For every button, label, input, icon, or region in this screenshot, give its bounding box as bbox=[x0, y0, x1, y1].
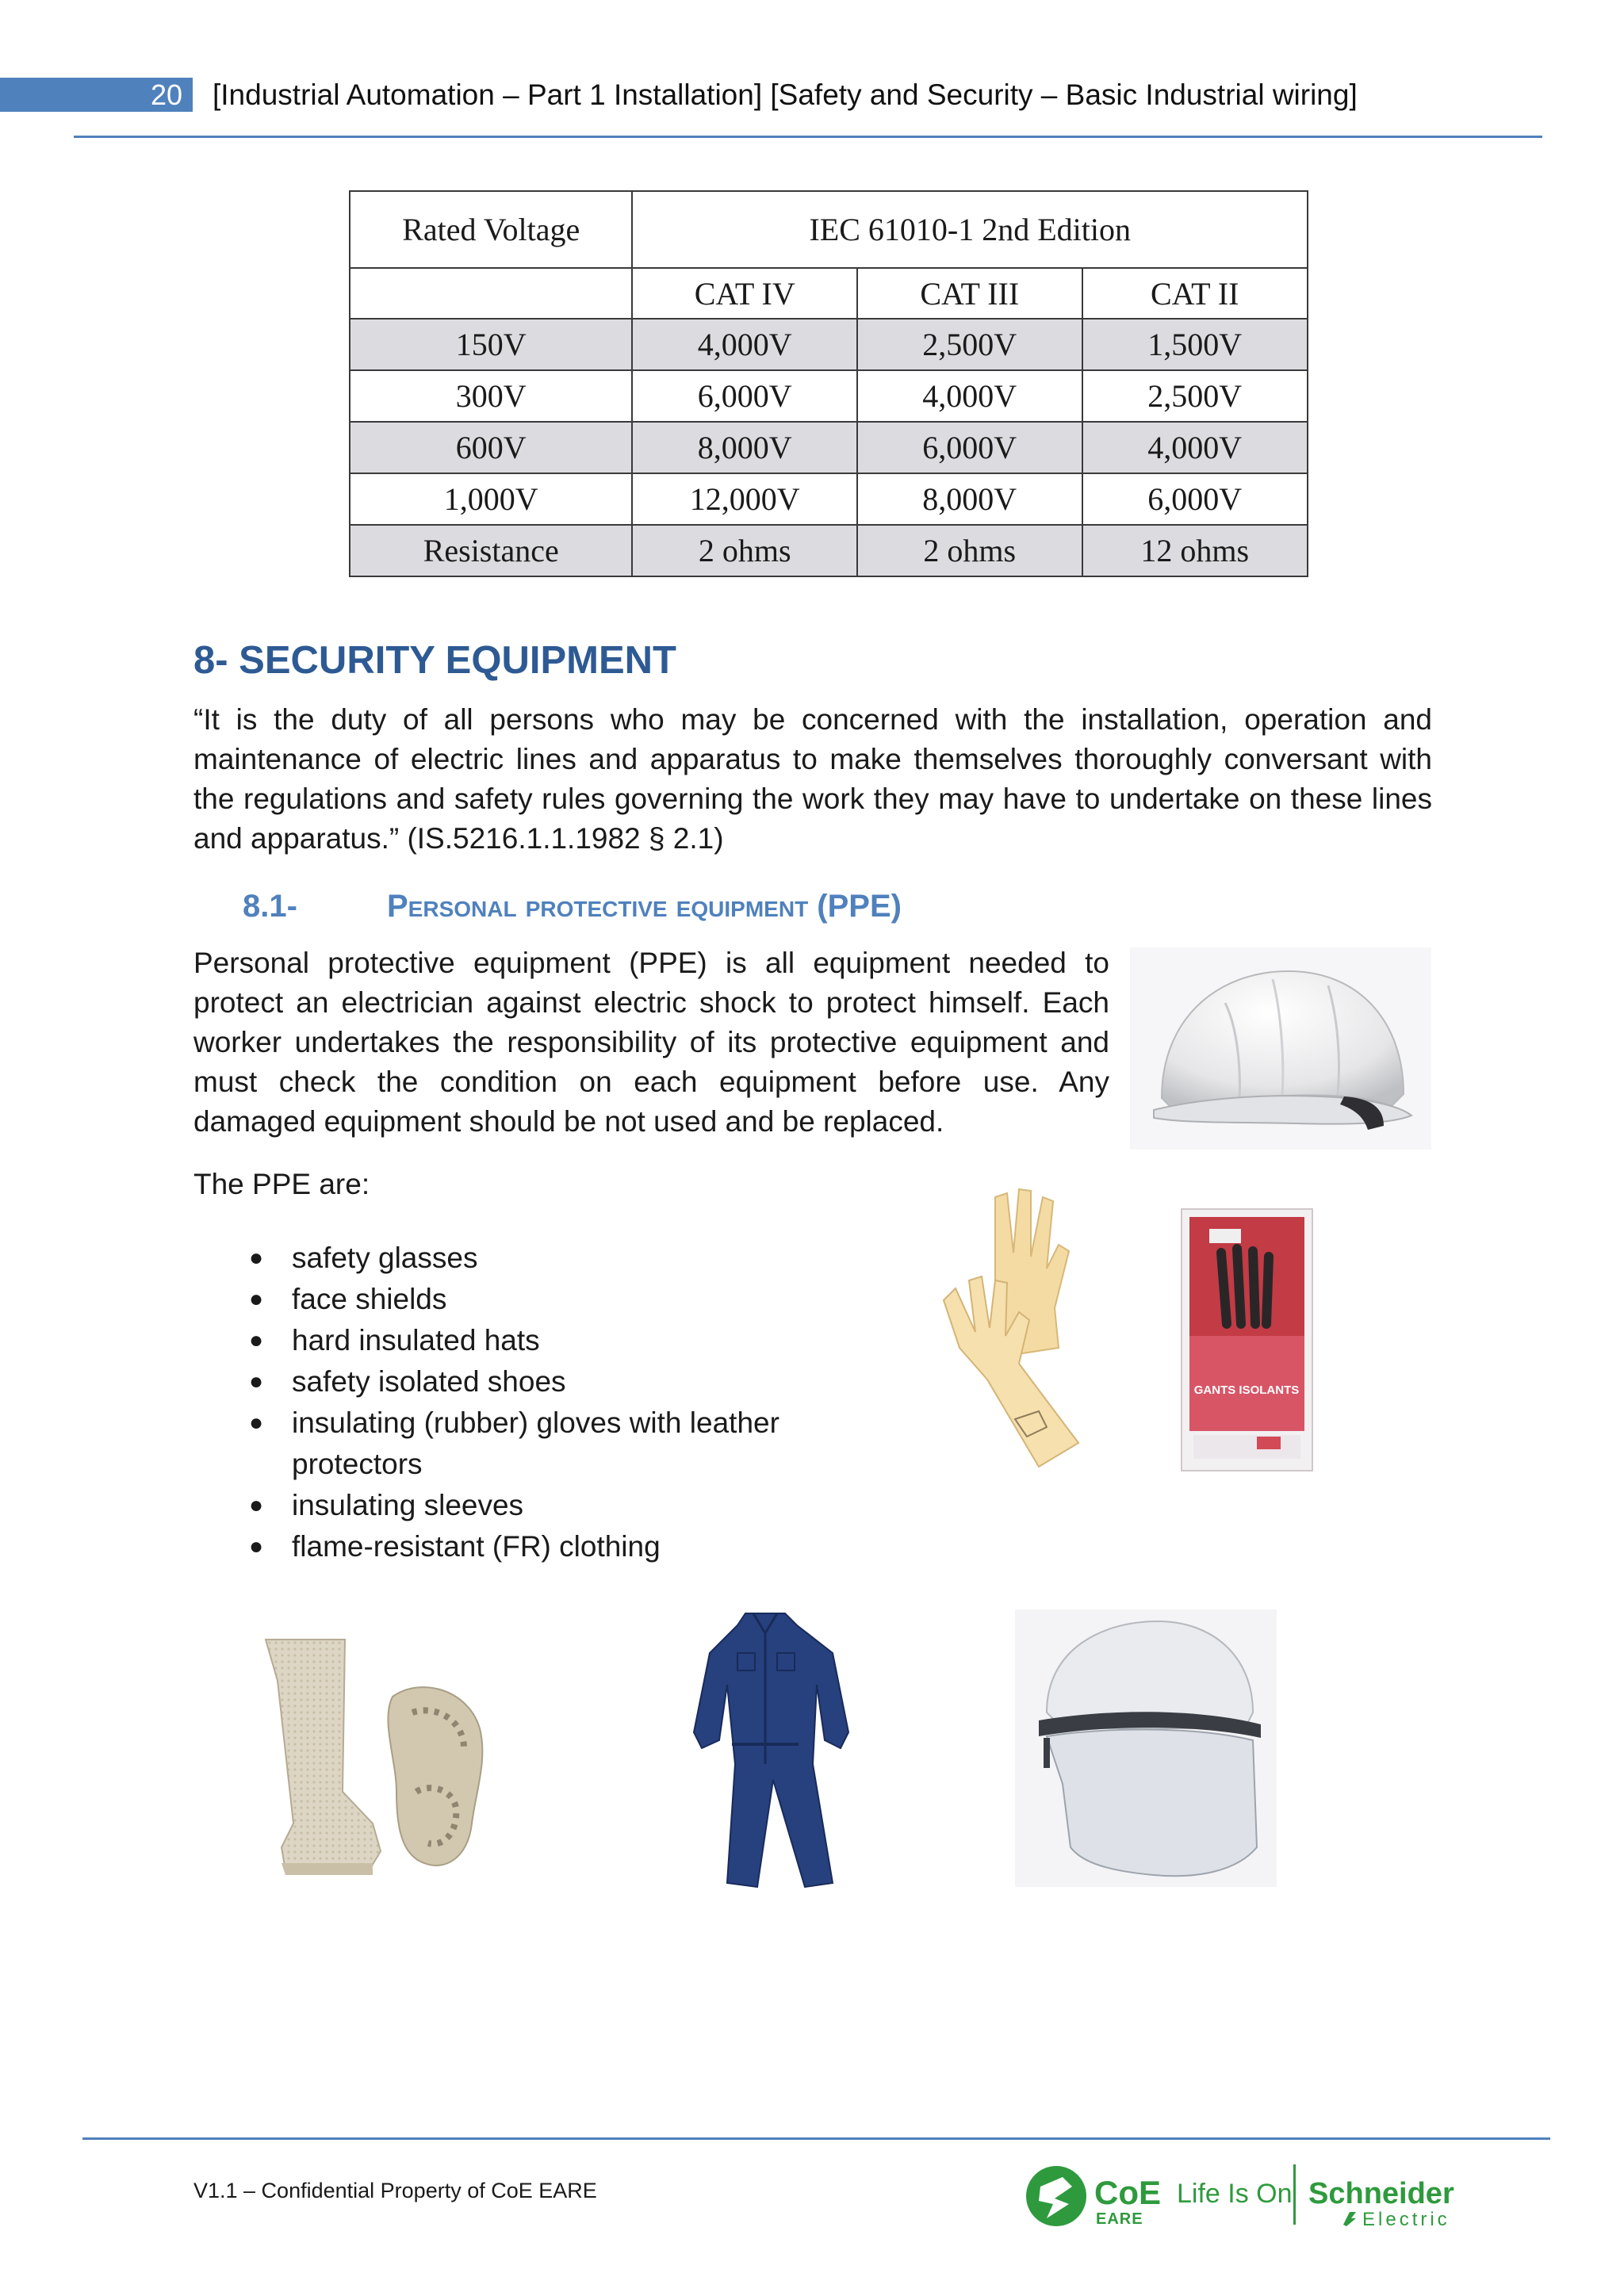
page-number: 20 bbox=[150, 78, 182, 111]
logo-divider bbox=[1293, 2164, 1296, 2225]
table-category-cell: CAT II bbox=[1082, 268, 1308, 319]
table-cell: 4,000V bbox=[1082, 422, 1308, 473]
table-category-cell bbox=[350, 268, 632, 319]
subsection-title-abbr: (PPE) bbox=[817, 889, 902, 924]
table-header-rated-voltage: Rated Voltage bbox=[350, 191, 632, 268]
table-cell: 6,000V bbox=[857, 422, 1082, 473]
regulation-quote: “It is the duty of all persons who may be concerned with the installation, operation and maintenance of electric lines and apparatus to make themselves thoroughly conversant with the regulations and safety rules governing the work they may have to undertake on these lines and apparatus.” (IS.5216.1.1.1982 § 2.1) bbox=[193, 703, 1432, 855]
table-cell: 8,000V bbox=[857, 473, 1082, 525]
face-shield-image bbox=[1015, 1609, 1277, 1887]
table-cell: 2 ohms bbox=[857, 525, 1082, 576]
safety-boots-image bbox=[254, 1633, 500, 1887]
table-cell: 600V bbox=[350, 422, 632, 473]
schneider-logo-text: Schneider bbox=[1308, 2177, 1454, 2210]
bullet: ● bbox=[249, 1286, 264, 1312]
subsection-heading bbox=[387, 889, 902, 924]
table-category-cell: CAT III bbox=[857, 268, 1082, 319]
list-item-text: insulating (rubber) gloves with leather protectors bbox=[292, 1406, 779, 1480]
list-item-text: safety glasses bbox=[292, 1242, 478, 1274]
bullet: ● bbox=[249, 1492, 264, 1518]
table-cell: 300V bbox=[350, 370, 632, 422]
subsection-title-text: Personal protective equipment bbox=[387, 889, 809, 924]
table-cell: 1,000V bbox=[350, 473, 632, 525]
bullet: ● bbox=[249, 1245, 264, 1271]
header-divider bbox=[74, 136, 1542, 138]
table-cell: Resistance bbox=[350, 525, 632, 576]
list-item bbox=[193, 1402, 796, 1485]
table-cell: 2,500V bbox=[857, 319, 1082, 370]
bullet: ● bbox=[249, 1368, 264, 1395]
life-is-on-slogan: Life Is On bbox=[1177, 2179, 1293, 2209]
running-header: [Industrial Automation – Part 1 Installation] [Safety and Security – Basic Industrial wiring] bbox=[213, 78, 1358, 111]
table-cell: 6,000V bbox=[1082, 473, 1308, 525]
table-cell: 12 ohms bbox=[1082, 525, 1308, 576]
rated-voltage-table bbox=[349, 190, 1308, 577]
table-row bbox=[350, 525, 1308, 576]
footer-text: V1.1 – Confidential Property of CoE EARE bbox=[193, 2179, 597, 2202]
table-cell: 8,000V bbox=[632, 422, 857, 473]
table-cell: 4,000V bbox=[857, 370, 1082, 422]
list-item-text: flame-resistant (FR) clothing bbox=[292, 1530, 661, 1563]
glove-package-image bbox=[1178, 1205, 1316, 1475]
ppe-list bbox=[193, 1238, 891, 1567]
list-item bbox=[193, 1279, 891, 1320]
bullet: ● bbox=[249, 1533, 264, 1559]
subsection-number: 8.1- bbox=[243, 889, 297, 924]
glove-package-label: GANTS ISOLANTS bbox=[1193, 1383, 1300, 1397]
eare-logo-text: EARE bbox=[1096, 2210, 1143, 2228]
table-cell: 150V bbox=[350, 319, 632, 370]
schneider-mark-icon bbox=[1340, 2209, 1359, 2228]
table-cell: 2,500V bbox=[1082, 370, 1308, 422]
hard-hat-image bbox=[1130, 947, 1431, 1150]
table-category-cell: CAT IV bbox=[632, 268, 857, 319]
table-row bbox=[350, 473, 1308, 525]
table-cell: 4,000V bbox=[632, 319, 857, 370]
list-item-text: face shields bbox=[292, 1283, 447, 1315]
rubber-gloves-image bbox=[920, 1181, 1126, 1475]
list-item bbox=[193, 1485, 891, 1526]
coverall-image bbox=[678, 1605, 860, 1907]
table-row bbox=[350, 370, 1308, 422]
coe-logo-text: CoE bbox=[1094, 2174, 1161, 2211]
table-cell: 12,000V bbox=[632, 473, 857, 525]
table-header-standard: IEC 61010-1 2nd Edition bbox=[632, 191, 1308, 268]
ppe-intro: The PPE are: bbox=[193, 1168, 370, 1200]
list-item-text: hard insulated hats bbox=[292, 1324, 540, 1357]
electric-logo-text: Electric bbox=[1362, 2209, 1450, 2230]
list-item-text: insulating sleeves bbox=[292, 1489, 524, 1521]
list-item bbox=[193, 1361, 891, 1402]
bullet: ● bbox=[249, 1327, 264, 1353]
table-cell: 1,500V bbox=[1082, 319, 1308, 370]
list-item bbox=[193, 1320, 891, 1361]
list-item-text: safety isolated shoes bbox=[292, 1365, 566, 1398]
section-heading: 8- SECURITY EQUIPMENT bbox=[193, 639, 676, 682]
table-cell: 6,000V bbox=[632, 370, 857, 422]
footer-divider bbox=[82, 2137, 1550, 2140]
bullet: ● bbox=[249, 1410, 264, 1436]
coe-logo-icon bbox=[1023, 2163, 1090, 2230]
list-item bbox=[193, 1238, 891, 1279]
table-row bbox=[350, 319, 1308, 370]
list-item bbox=[193, 1526, 891, 1567]
table-cell: 2 ohms bbox=[632, 525, 857, 576]
ppe-paragraph: Personal protective equipment (PPE) is all equipment needed to protect an electrician against electric shock to protect himself. Each worker undertakes the responsibility of its protective equipment and must check the condition on each equipment before use. Any damaged equipment should be not used and be replaced. bbox=[193, 947, 1109, 1138]
table-row bbox=[350, 422, 1308, 473]
